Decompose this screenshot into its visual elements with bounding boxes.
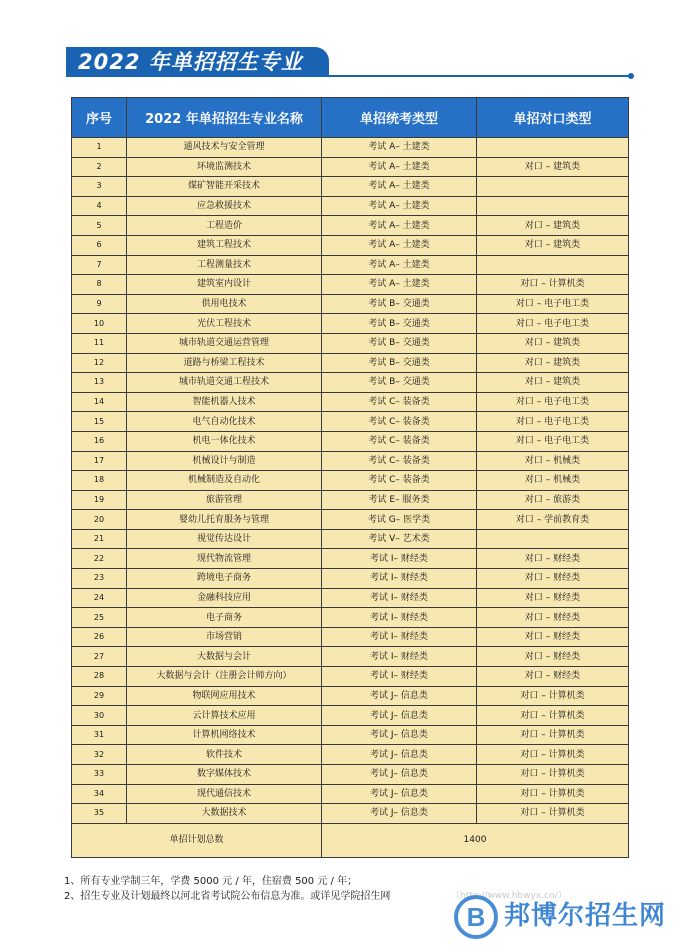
row-major-name: 煤矿智能开采技术 (127, 177, 322, 197)
row-index: 1 (72, 138, 127, 158)
row-major-name: 婴幼儿托育服务与管理 (127, 510, 322, 530)
row-index: 21 (72, 529, 127, 549)
row-vocational-type (477, 196, 629, 216)
row-index: 11 (72, 333, 127, 353)
row-vocational-type (477, 255, 629, 275)
row-index: 29 (72, 686, 127, 706)
watermark-brand: 邦博尔招生网 (504, 901, 667, 931)
total-value: 1400 (322, 823, 629, 857)
table-row (72, 529, 629, 549)
row-index: 23 (72, 569, 127, 589)
row-exam-type: 考试 J– 信息类 (322, 725, 477, 745)
row-index: 10 (72, 314, 127, 334)
row-major-name: 视觉传达设计 (127, 529, 322, 549)
row-vocational-type: 对口 – 财经类 (477, 549, 629, 569)
row-index: 35 (72, 804, 127, 824)
row-vocational-type (477, 177, 629, 197)
row-vocational-type: 对口 – 财经类 (477, 608, 629, 628)
row-exam-type: 考试 I– 财经类 (322, 647, 477, 667)
row-vocational-type: 对口 – 建筑类 (477, 235, 629, 255)
row-index: 32 (72, 745, 127, 765)
row-vocational-type: 对口 – 计算机类 (477, 765, 629, 785)
row-major-name: 电子商务 (127, 608, 322, 628)
row-vocational-type: 对口 – 电子电工类 (477, 431, 629, 451)
row-major-name: 大数据与会计 (127, 647, 322, 667)
row-major-name: 跨境电子商务 (127, 569, 322, 589)
table-row (72, 706, 629, 726)
table-row (72, 235, 629, 255)
table-row (72, 549, 629, 569)
row-vocational-type: 对口 – 电子电工类 (477, 314, 629, 334)
row-major-name: 建筑室内设计 (127, 275, 322, 295)
row-index: 19 (72, 490, 127, 510)
row-major-name: 数字媒体技术 (127, 765, 322, 785)
row-exam-type: 考试 A– 土建类 (322, 255, 477, 275)
row-major-name: 机械制造及自动化 (127, 471, 322, 491)
row-exam-type: 考试 C– 装备类 (322, 412, 477, 432)
row-vocational-type: 对口 – 财经类 (477, 667, 629, 687)
title-line-dot (628, 73, 634, 79)
row-vocational-type: 对口 – 财经类 (477, 588, 629, 608)
row-exam-type: 考试 A– 土建类 (322, 157, 477, 177)
row-major-name: 旅游管理 (127, 490, 322, 510)
table-row (72, 784, 629, 804)
row-exam-type: 考试 C– 装备类 (322, 392, 477, 412)
row-exam-type: 考试 C– 装备类 (322, 471, 477, 491)
row-major-name: 城市轨道交通运营管理 (127, 333, 322, 353)
page-title: 2022 年单招招生专业 (66, 47, 329, 77)
row-major-name: 现代物流管理 (127, 549, 322, 569)
row-index: 18 (72, 471, 127, 491)
table-row (72, 627, 629, 647)
row-exam-type: 考试 B– 交通类 (322, 333, 477, 353)
row-exam-type: 考试 C– 装备类 (322, 451, 477, 471)
table-row (72, 392, 629, 412)
title-underline (66, 75, 632, 77)
row-index: 5 (72, 216, 127, 236)
table-row (72, 804, 629, 824)
table-row (72, 314, 629, 334)
row-exam-type: 考试 B– 交通类 (322, 314, 477, 334)
table-row (72, 196, 629, 216)
row-exam-type: 考试 J– 信息类 (322, 784, 477, 804)
row-major-name: 市场营销 (127, 627, 322, 647)
table-row (72, 216, 629, 236)
row-vocational-type: 对口 – 建筑类 (477, 216, 629, 236)
total-label: 单招计划总数 (72, 823, 322, 857)
row-exam-type: 考试 B– 交通类 (322, 353, 477, 373)
table-row (72, 373, 629, 393)
table-row (72, 510, 629, 530)
row-vocational-type: 对口 – 财经类 (477, 627, 629, 647)
row-major-name: 工程测量技术 (127, 255, 322, 275)
row-vocational-type: 对口 – 建筑类 (477, 157, 629, 177)
table-row (72, 255, 629, 275)
row-exam-type: 考试 A– 土建类 (322, 216, 477, 236)
table-row (72, 412, 629, 432)
table-row (72, 686, 629, 706)
row-exam-type: 考试 J– 信息类 (322, 706, 477, 726)
row-major-name: 应急救援技术 (127, 196, 322, 216)
row-index: 8 (72, 275, 127, 295)
row-index: 14 (72, 392, 127, 412)
row-index: 26 (72, 627, 127, 647)
header-major-name: 2022 年单招招生专业名称 (127, 98, 322, 138)
table-row (72, 294, 629, 314)
table-row (72, 471, 629, 491)
table-row (72, 569, 629, 589)
table-row (72, 157, 629, 177)
row-index: 12 (72, 353, 127, 373)
row-major-name: 供用电技术 (127, 294, 322, 314)
row-exam-type: 考试 J– 信息类 (322, 745, 477, 765)
row-index: 20 (72, 510, 127, 530)
row-exam-type: 考试 B– 交通类 (322, 294, 477, 314)
row-vocational-type: 对口 – 机械类 (477, 451, 629, 471)
row-index: 30 (72, 706, 127, 726)
table-row (72, 490, 629, 510)
row-index: 9 (72, 294, 127, 314)
row-exam-type: 考试 B– 交通类 (322, 373, 477, 393)
table-row (72, 667, 629, 687)
row-index: 25 (72, 608, 127, 628)
row-index: 3 (72, 177, 127, 197)
row-exam-type: 考试 A– 土建类 (322, 177, 477, 197)
watermark-url: （http://www.hbwyx.cn/） (451, 891, 567, 901)
header-index: 序号 (72, 98, 127, 138)
row-exam-type: 考试 I– 财经类 (322, 608, 477, 628)
row-exam-type: 考试 V– 艺术类 (322, 529, 477, 549)
row-major-name: 现代通信技术 (127, 784, 322, 804)
table-row (72, 353, 629, 373)
row-vocational-type: 对口 – 旅游类 (477, 490, 629, 510)
row-vocational-type: 对口 – 计算机类 (477, 784, 629, 804)
row-major-name: 软件技术 (127, 745, 322, 765)
row-vocational-type: 对口 – 学前教育类 (477, 510, 629, 530)
row-exam-type: 考试 J– 信息类 (322, 765, 477, 785)
row-major-name: 建筑工程技术 (127, 235, 322, 255)
row-exam-type: 考试 I– 财经类 (322, 627, 477, 647)
row-index: 15 (72, 412, 127, 432)
table-row (72, 138, 629, 158)
table-row (72, 451, 629, 471)
row-exam-type: 考试 I– 财经类 (322, 667, 477, 687)
row-vocational-type: 对口 – 建筑类 (477, 333, 629, 353)
row-exam-type: 考试 A– 土建类 (322, 138, 477, 158)
note-1: 1、所有专业学制三年，学费 5000 元 / 年，住宿费 500 元 / 年； (64, 876, 358, 887)
row-major-name: 智能机器人技术 (127, 392, 322, 412)
watermark-logo-icon (452, 893, 500, 941)
row-major-name: 城市轨道交通工程技术 (127, 373, 322, 393)
row-vocational-type: 对口 – 建筑类 (477, 373, 629, 393)
row-index: 4 (72, 196, 127, 216)
row-index: 13 (72, 373, 127, 393)
row-vocational-type: 对口 – 电子电工类 (477, 412, 629, 432)
row-exam-type: 考试 A– 土建类 (322, 196, 477, 216)
row-exam-type: 考试 I– 财经类 (322, 549, 477, 569)
row-major-name: 金融科技应用 (127, 588, 322, 608)
table-row (72, 725, 629, 745)
table-row (72, 745, 629, 765)
row-vocational-type: 对口 – 计算机类 (477, 725, 629, 745)
row-exam-type: 考试 E– 服务类 (322, 490, 477, 510)
row-major-name: 大数据技术 (127, 804, 322, 824)
row-index: 17 (72, 451, 127, 471)
row-vocational-type: 对口 – 建筑类 (477, 353, 629, 373)
row-vocational-type: 对口 – 计算机类 (477, 686, 629, 706)
table-row (72, 647, 629, 667)
row-major-name: 计算机网络技术 (127, 725, 322, 745)
row-index: 34 (72, 784, 127, 804)
row-index: 31 (72, 725, 127, 745)
row-index: 24 (72, 588, 127, 608)
table-row (72, 431, 629, 451)
svg-text:B: B (466, 902, 486, 932)
row-vocational-type: 对口 – 计算机类 (477, 706, 629, 726)
row-index: 28 (72, 667, 127, 687)
table-row (72, 333, 629, 353)
row-exam-type: 考试 I– 财经类 (322, 588, 477, 608)
row-vocational-type: 对口 – 财经类 (477, 569, 629, 589)
table-row (72, 588, 629, 608)
row-exam-type: 考试 J– 信息类 (322, 686, 477, 706)
row-index: 22 (72, 549, 127, 569)
row-index: 2 (72, 157, 127, 177)
row-exam-type: 考试 I– 财经类 (322, 569, 477, 589)
row-vocational-type: 对口 – 电子电工类 (477, 392, 629, 412)
row-major-name: 道路与桥梁工程技术 (127, 353, 322, 373)
row-major-name: 光伏工程技术 (127, 314, 322, 334)
row-vocational-type (477, 138, 629, 158)
row-vocational-type: 对口 – 电子电工类 (477, 294, 629, 314)
row-index: 16 (72, 431, 127, 451)
table-header-row (72, 98, 629, 138)
table-row (72, 275, 629, 295)
row-vocational-type: 对口 – 计算机类 (477, 275, 629, 295)
row-major-name: 通风技术与安全管理 (127, 138, 322, 158)
table-row (72, 608, 629, 628)
note-2: 2、招生专业及计划最终以河北省考试院公布信息为准。或详见学院招生网 (64, 891, 391, 902)
row-index: 33 (72, 765, 127, 785)
row-vocational-type: 对口 – 计算机类 (477, 804, 629, 824)
total-row (72, 823, 629, 857)
row-major-name: 环境监测技术 (127, 157, 322, 177)
table-row (72, 177, 629, 197)
row-index: 7 (72, 255, 127, 275)
row-index: 6 (72, 235, 127, 255)
table-row (72, 765, 629, 785)
row-exam-type: 考试 A– 土建类 (322, 275, 477, 295)
row-exam-type: 考试 A– 土建类 (322, 235, 477, 255)
row-major-name: 电气自动化技术 (127, 412, 322, 432)
row-major-name: 机电一体化技术 (127, 431, 322, 451)
header-vocational-type: 单招对口类型 (477, 98, 629, 138)
row-vocational-type: 对口 – 财经类 (477, 647, 629, 667)
row-vocational-type (477, 529, 629, 549)
row-vocational-type: 对口 – 计算机类 (477, 745, 629, 765)
row-vocational-type: 对口 – 机械类 (477, 471, 629, 491)
row-exam-type: 考试 G– 医学类 (322, 510, 477, 530)
row-major-name: 物联网应用技术 (127, 686, 322, 706)
header-exam-type: 单招统考类型 (322, 98, 477, 138)
row-major-name: 机械设计与制造 (127, 451, 322, 471)
row-exam-type: 考试 J– 信息类 (322, 804, 477, 824)
majors-table (71, 97, 629, 858)
row-major-name: 大数据与会计（注册会计师方向） (127, 667, 322, 687)
row-major-name: 云计算技术应用 (127, 706, 322, 726)
row-major-name: 工程造价 (127, 216, 322, 236)
row-index: 27 (72, 647, 127, 667)
row-exam-type: 考试 C– 装备类 (322, 431, 477, 451)
